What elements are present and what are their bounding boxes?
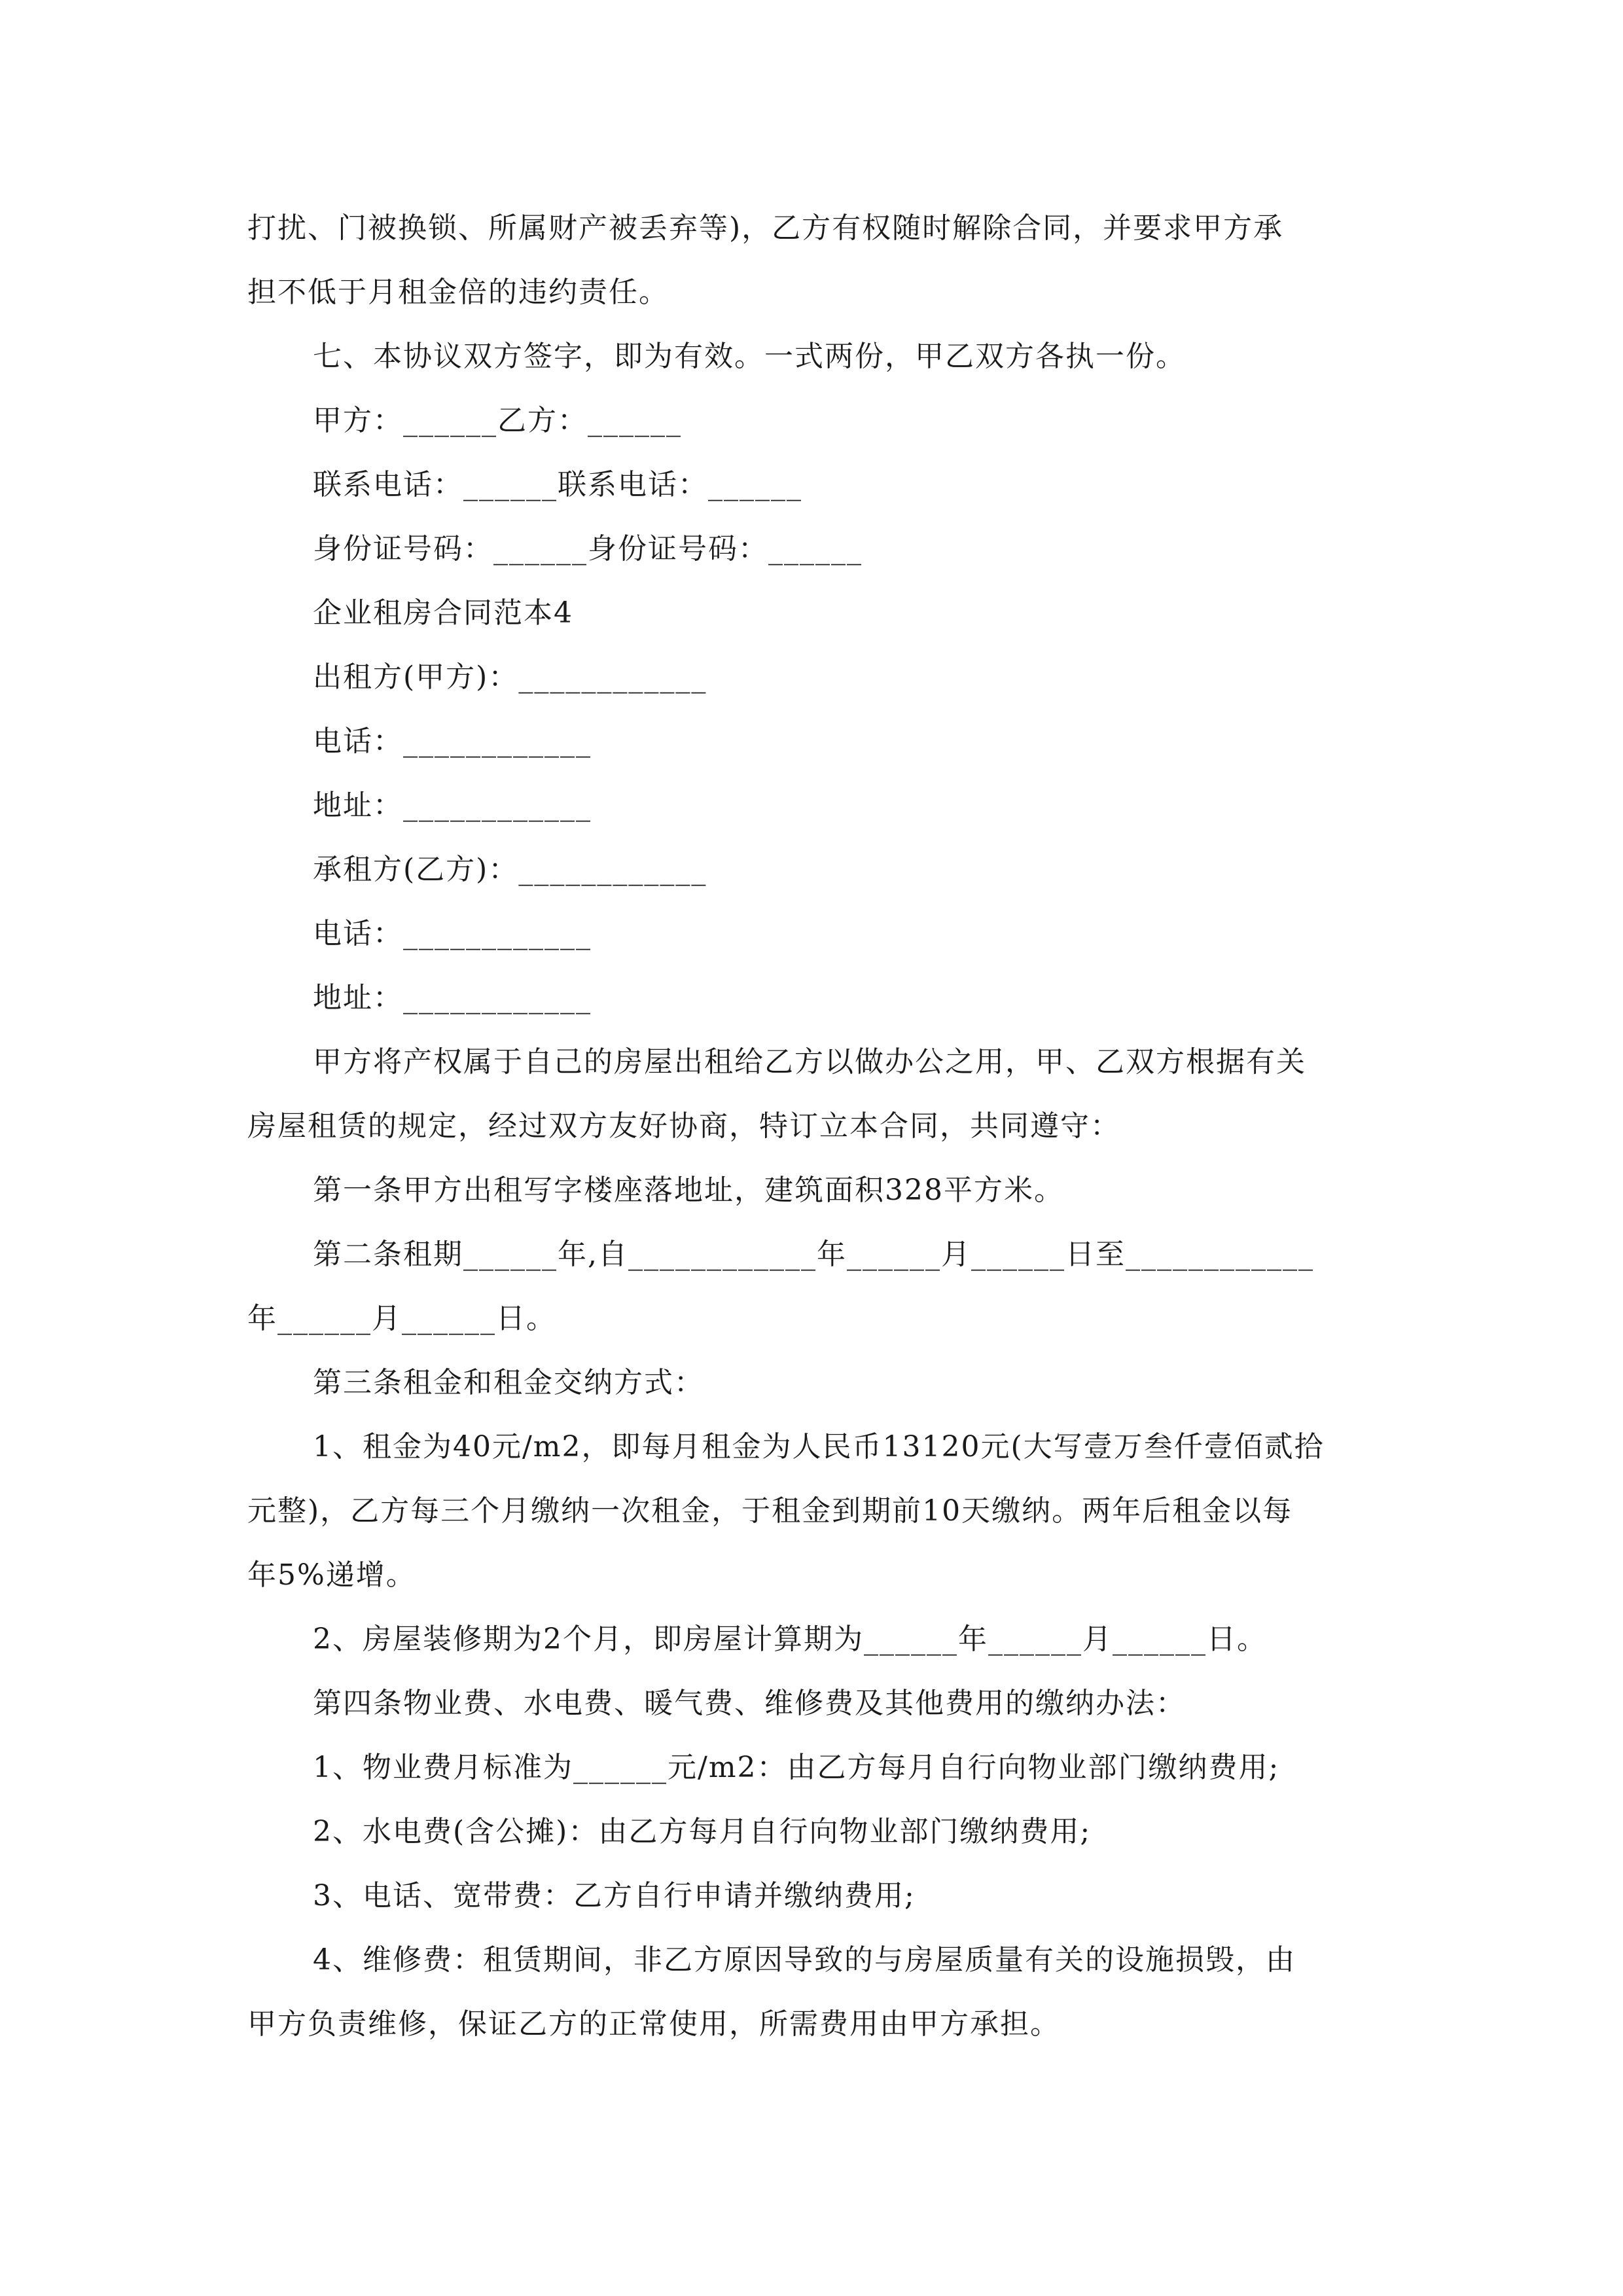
text-line: 3、电话、宽带费：乙方自行申请并缴纳费用; (313, 1879, 916, 1912)
text-line: 4、维修费：租赁期间，非乙方原因导致的与房屋质量有关的设施损毁，由 (313, 1943, 1296, 1977)
lessor-phone-field: 电话：____________ (313, 725, 592, 758)
text-line: 甲方负责维修，保证乙方的正常使用，所需费用由甲方承担。 (247, 2007, 1060, 2041)
lessee-field: 承租方(乙方)：____________ (313, 853, 707, 886)
signature-phone-line: 联系电话：______联系电话：______ (313, 468, 802, 501)
article-three: 第三条租金和租金交纳方式： (313, 1366, 704, 1399)
contract-title: 企业租房合同范本4 (313, 596, 573, 630)
document-body (247, 196, 1380, 2056)
signature-party-line: 甲方：______乙方：______ (313, 404, 682, 437)
text-line: 年5%递增。 (247, 1558, 416, 1592)
text-line: 1、租金为40元/m2，即每月租金为人民币13120元(大写壹万叁仟壹佰贰拾 (313, 1430, 1325, 1463)
text-line: 担不低于月租金倍的违约责任。 (247, 276, 669, 309)
article-four: 第四条物业费、水电费、暖气费、维修费及其他费用的缴纳办法： (313, 1687, 1186, 1720)
lessor-address-field: 地址：____________ (313, 789, 592, 822)
article-one: 第一条甲方出租写字楼座落地址，建筑面积328平方米。 (313, 1174, 1064, 1207)
text-line: 1、物业费月标准为______元/m2：由乙方每月自行向物业部门缴纳费用; (313, 1751, 1280, 1784)
text-line: 年______月______日。 (247, 1302, 556, 1335)
text-line: 2、房屋装修期为2个月，即房屋计算期为______年______月______日。 (313, 1623, 1267, 1656)
text-line: 房屋租赁的规定，经过双方友好协商，特订立本合同，共同遵守： (247, 1109, 1120, 1143)
signature-id-line: 身份证号码：______身份证号码：______ (313, 532, 863, 565)
lessee-phone-field: 电话：____________ (313, 917, 592, 950)
clause-seven: 七、本协议双方签字，即为有效。一式两份，甲乙双方各执一份。 (313, 340, 1186, 373)
lessee-address-field: 地址：____________ (313, 981, 592, 1014)
text-line: 打扰、门被换锁、所属财产被丢弃等)，乙方有权随时解除合同，并要求甲方承 (247, 211, 1284, 245)
article-two: 第二条租期______年,自____________年______月______日至____________ (313, 1238, 1314, 1271)
text-line: 元整)，乙方每三个月缴纳一次租金，于租金到期前10天缴纳。两年后租金以每 (247, 1494, 1293, 1528)
text-line: 甲方将产权属于自己的房屋出租给乙方以做办公之用，甲、乙双方根据有关 (313, 1045, 1306, 1079)
lessor-field: 出租方(甲方)：____________ (313, 660, 707, 694)
text-line: 2、水电费(含公摊)：由乙方每月自行向物业部门缴纳费用; (313, 1815, 1092, 1848)
